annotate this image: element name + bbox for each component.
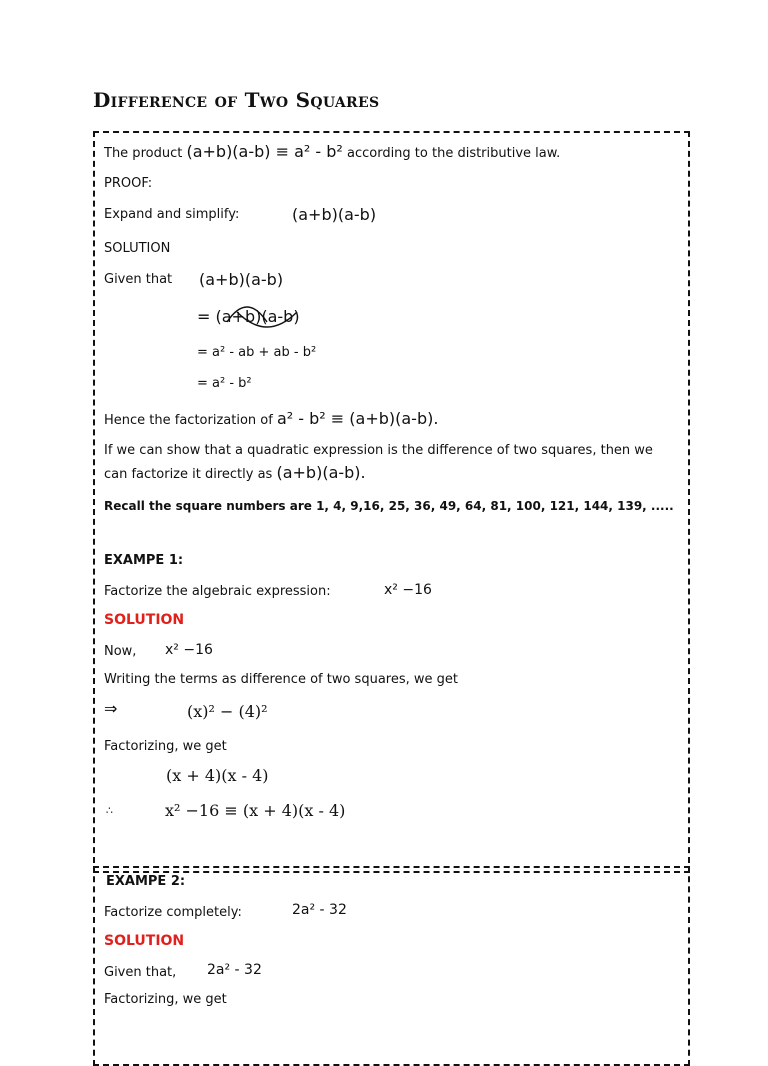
- therefore-icon: ∴: [106, 804, 113, 817]
- solution-label: SOLUTION: [104, 241, 171, 256]
- proof-label: PROOF:: [104, 176, 153, 191]
- example-1-factored-expression: (x + 4)(x - 4): [166, 766, 269, 785]
- distribution-arcs-icon: [215, 298, 305, 330]
- example-2-given-expression: 2a² - 32: [207, 962, 262, 978]
- implies-arrow-icon: ⇒: [104, 699, 118, 718]
- given-label: Given that: [104, 272, 173, 287]
- example-1-now-label: Now,: [104, 644, 137, 659]
- step-1: = (a+b)(a-b): [197, 307, 300, 326]
- recall-square-numbers: Recall the square numbers are 1, 4, 9,16, 25, 36, 49, 64, 81, 100, 121, 144, 139, .....: [104, 499, 674, 513]
- example-2-given-label: Given that,: [104, 965, 177, 980]
- example-1-solution-label: SOLUTION: [104, 612, 185, 628]
- content-box-example-2: [93, 866, 690, 1066]
- expand-label: Expand and simplify:: [104, 207, 240, 222]
- quadratic-text: can factorize it directly as: [104, 467, 273, 482]
- example-1-task-label: Factorize the algebraic expression:: [104, 584, 331, 599]
- intro-line: [104, 142, 560, 161]
- example-2-task-expression: 2a² - 32: [292, 902, 347, 918]
- step-3: = a² - b²: [197, 376, 252, 391]
- example-1-now-expression: x² −16: [165, 642, 213, 658]
- example-1-heading: EXAMPE 1:: [104, 553, 184, 568]
- example-1-result-expression: x² −16 ≡ (x + 4)(x - 4): [165, 801, 346, 820]
- hence-text: Hence the factorization of: [104, 413, 273, 428]
- page-title: Difference of Two Squares: [93, 88, 380, 112]
- example-2-task-label: Factorize completely:: [104, 905, 242, 920]
- expand-expression: (a+b)(a-b): [292, 205, 377, 224]
- quadratic-expression: (a+b)(a-b).: [276, 463, 366, 482]
- given-expression: (a+b)(a-b): [199, 270, 284, 289]
- intro-expression: (a+b)(a-b) ≡ a² - b²: [186, 142, 343, 161]
- quadratic-line-1: If we can show that a quadratic expression is the difference of two squares, then we: [104, 443, 653, 458]
- intro-lead: The product: [104, 146, 183, 161]
- example-2-solution-label: SOLUTION: [104, 933, 185, 949]
- example-1-factorizing-text: Factorizing, we get: [104, 739, 227, 754]
- hence-expression: a² - b² ≡ (a+b)(a-b).: [276, 409, 439, 428]
- intro-tail: according to the distributive law.: [346, 146, 561, 161]
- example-1-task-expression: x² −16: [384, 582, 432, 598]
- example-1-squares-expression: (x)² − (4)²: [187, 702, 268, 721]
- example-1-writing-text: Writing the terms as difference of two squares, we get: [104, 672, 458, 687]
- quadratic-line-2: [104, 463, 366, 482]
- step-2: = a² - ab + ab - b²: [197, 345, 317, 360]
- hence-line: [104, 409, 438, 428]
- example-2-heading: EXAMPE 2:: [106, 874, 186, 889]
- example-2-factorizing-text: Factorizing, we get: [104, 992, 227, 1007]
